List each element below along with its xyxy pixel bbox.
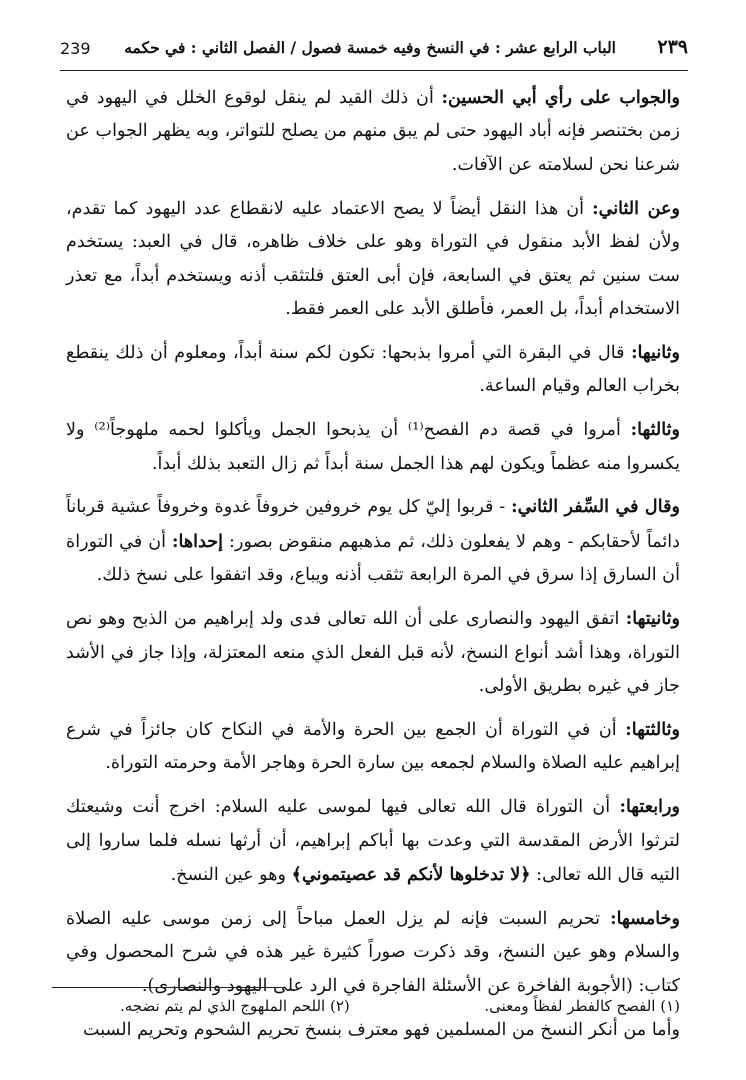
- paragraph-lead: وثانيتها:: [625, 608, 680, 630]
- main-text: [66, 81, 680, 1057]
- paragraph: [66, 192, 680, 327]
- paragraph-text: أن هذا النقل أيضاً لا يصح الاعتماد عليه لانقطاع عدد اليهود كما تقدم، ولأن لفظ الأبد منقول في التوراة وهو على خلاف ظاهره، قال في العبد: يستخدم ست سنين ثم يعتق في السابعة، فإن أبى العتق فلتثقب أذنه ويستخدم أبداً، مع تعذر الاستخدام أبداً، بل العمر، فأطلق الأبد على العمر فقط.: [66, 198, 680, 319]
- paragraph-lead: وعن الثاني:: [592, 197, 680, 219]
- paragraph-lead: وثالثتها:: [625, 718, 680, 740]
- paragraph-text: أن ذلك القيد لم ينقل لوقوع الخلل في اليهود في زمن بختنصر فإنه أباد اليهود حتى لم يبق منهم من يصلح للتواتر، وبه يظهر الجواب عن شرعنا نحن لسلامته عن الآفات.: [66, 88, 680, 175]
- paragraph: [66, 602, 680, 703]
- chapter-title: الباب الرابع عشر : في النسخ وفيه خمسة فصول / الفصل الثاني : في حكمه: [124, 38, 616, 57]
- paragraph-lead: وثالثها:: [630, 419, 680, 441]
- footnote-divider: [52, 987, 282, 988]
- footnote-2: (٢) اللحم الملهوج الذي لم يتم نضجه.: [120, 997, 350, 1015]
- paragraph-text: قال في البقرة التي أمروا بذبحها: تكون لكم سنة أبداً، ومعلوم أن ذلك ينقطع بخراب العالم وقيام الساعة.: [66, 342, 680, 397]
- paragraph-text: - قربوا إليّ كل يوم خروفين خروفاً غدوة وخروفاً عشية قرباناً دائماً لأحقابكم - وهم لا يفعلون ذلك، ثم مذهبهم منقوض بصور:: [66, 497, 680, 552]
- paragraph-lead: والجواب على رأي أبي الحسين:: [441, 87, 680, 108]
- page-number-latin: 239: [60, 39, 91, 58]
- paragraph-text: اتفق اليهود والنصارى على أن الله تعالى فدى ولد إبراهيم من الذبح وهو نص التوراة، وهذا أشد أنواع النسخ، لأنه قبل الفعل الذي منعه المعتزلة، وإذا جاز في الأشد جاز في غيره بطريق الأولى.: [66, 609, 680, 696]
- paragraph: [66, 790, 680, 892]
- paragraph-text: أن في التوراة أن الجمع بين الحرة والأمة في النكاح كان جائزاً في شرع إبراهيم عليه الصلاة والسلام لجمعه بين سارة الحرة وهاجر الأمة وحرمته التوراة.: [66, 719, 680, 774]
- paragraph-text: أن التوراة قال الله تعالى فيها لموسى عليه السلام: اخرج أنت وشيعتك لترثوا الأرض المقدسة التي وعدت بها أباكم إبراهيم، أن أرثها نسله فلما ساروا إلى التيه قال الله تعالى:: [66, 797, 680, 886]
- page-number-arabic: ٢٣٩: [657, 36, 688, 58]
- paragraph-lead: وخامسها:: [610, 907, 680, 929]
- paragraph-text: أمروا في قصة دم الفصح⁽¹⁾ أن يذبحوا الجمل ويأكلوا لحمه ملهوجاً⁽²⁾ ولا يكسروا منه عظماً ويكون لهم هذا الجمل سنة أبداً ثم زال التعبد بذلك أبداً.: [66, 420, 680, 474]
- paragraph-sublead: إحداها:: [172, 530, 224, 552]
- footnotes: [60, 997, 680, 1027]
- running-header: [60, 30, 688, 71]
- quran-verse: ﴿لا تدخلوها لأنكم قد عصيتموني﴾: [291, 864, 531, 886]
- paragraph-text: وهو عين النسخ.: [170, 865, 292, 886]
- paragraph-text: تحريم السبت فإنه لم يزل العمل مباحاً إلى زمن موسى عليه الصلاة والسلام وهو عين النسخ، وقد ذكرت صوراً كثيرة غير هذه في شرح المحصول وفي كتاب: (الأجوبة الفاخرة عن الأسئلة الفاجرة في الرد على اليهود والنصارى).: [66, 908, 680, 996]
- paragraph-text: أن في التوراة أن السارق إذا سرق في المرة الرابعة تثقب أذنه ويباع، وقد اتفقوا على نسخ ذلك.: [66, 531, 680, 586]
- paragraph-lead: وثانيها:: [631, 341, 680, 363]
- paragraph-lead: ورابعتها:: [619, 796, 680, 818]
- paragraph: [66, 413, 680, 481]
- paragraph-text: وأما من أنكر النسخ من المسلمين فهو معترف بنسخ تحريم الشحوم وتحريم السبت: [82, 1019, 680, 1040]
- footnote-1: (١) الفصح كالفطر لفظاً ومعنى.: [484, 997, 680, 1015]
- paragraph: [66, 336, 680, 404]
- paragraph-lead: وقال في السِّفر الثاني:: [511, 496, 680, 518]
- paragraph: [66, 81, 680, 182]
- paragraph: [66, 713, 680, 781]
- paragraph: [66, 490, 680, 592]
